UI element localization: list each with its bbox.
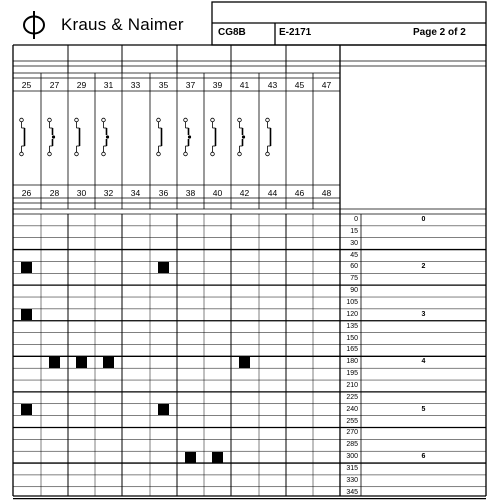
contact-symbol-icon (20, 118, 25, 156)
terminal-label-top: 37 (185, 80, 196, 90)
terminal-label-bottom: 46 (294, 188, 305, 198)
terminal-label-bottom: 42 (239, 188, 250, 198)
angle-label: 345 (346, 488, 358, 496)
angle-label: 255 (346, 417, 358, 425)
terminal-label-top: 33 (130, 80, 141, 90)
contact-symbol-icon (157, 118, 162, 156)
terminal-label-top: 39 (212, 80, 223, 90)
terminal-label-bottom: 36 (158, 188, 169, 198)
terminal-label-top: 29 (76, 80, 87, 90)
angle-label: 120 (346, 310, 358, 318)
closed-contact-block (21, 404, 32, 415)
contact-symbol-icon (211, 118, 216, 156)
angle-label: 0 (354, 216, 358, 223)
angle-label: 270 (346, 429, 358, 437)
terminal-label-bottom: 48 (321, 188, 332, 198)
closed-contact-block (158, 262, 169, 273)
closed-contact-block (158, 404, 169, 415)
switch-position-label: 6 (421, 453, 426, 461)
model-number: CG8B (218, 27, 246, 38)
angle-label: 330 (346, 476, 358, 484)
terminal-label-top: 25 (21, 80, 32, 90)
terminal-label-top: 35 (158, 80, 169, 90)
angle-label: 300 (346, 453, 358, 461)
terminal-label-bottom: 44 (267, 188, 278, 198)
closed-contact-block (212, 452, 223, 463)
angle-label: 60 (350, 263, 358, 271)
switch-position-label: 2 (421, 263, 426, 271)
terminal-label-bottom: 30 (76, 188, 87, 198)
terminal-label-bottom: 34 (130, 188, 141, 198)
closed-contact-block (49, 357, 60, 368)
angle-label: 315 (346, 465, 358, 473)
angle-label: 285 (346, 441, 358, 449)
contact-symbol-icon (266, 118, 271, 156)
terminal-label-top: 45 (294, 80, 305, 90)
terminal-label-bottom: 26 (21, 188, 32, 198)
closed-contact-block (103, 357, 114, 368)
closed-contact-block (21, 262, 32, 273)
angle-label: 210 (346, 382, 358, 390)
angle-label: 15 (350, 227, 358, 235)
terminal-label-top: 43 (267, 80, 278, 90)
terminal-label-top: 27 (49, 80, 60, 90)
switch-position-label: 4 (421, 358, 426, 366)
contact-symbol-icon (75, 118, 80, 156)
contact-symbol-icon (102, 118, 109, 156)
angle-label: 195 (346, 370, 358, 378)
angle-label: 240 (346, 405, 358, 413)
diagram-code: E-2171 (279, 27, 312, 38)
switch-position-label: 3 (421, 310, 426, 318)
angle-label: 105 (346, 299, 358, 307)
angle-label: 30 (350, 239, 358, 247)
angle-label: 135 (346, 322, 358, 330)
switch-position-label: 0 (421, 216, 426, 223)
angle-label: 75 (350, 275, 358, 283)
angle-label: 180 (346, 358, 358, 366)
contact-symbol-icon (48, 118, 55, 156)
brand-name: Kraus & Naimer (61, 15, 184, 34)
closed-contact-block (76, 357, 87, 368)
terminal-label-top: 41 (239, 80, 250, 90)
closed-contact-block (185, 452, 196, 463)
terminal-label-bottom: 40 (212, 188, 223, 198)
terminal-label-bottom: 32 (103, 188, 114, 198)
contact-symbol-icon (238, 118, 245, 156)
closed-contact-block (239, 357, 250, 368)
switch-position-label: 5 (421, 405, 426, 413)
terminal-label-bottom: 38 (185, 188, 196, 198)
angle-label: 45 (350, 251, 358, 259)
angle-label: 165 (346, 346, 358, 354)
terminal-label-top: 47 (321, 80, 332, 90)
angle-label: 150 (346, 334, 358, 342)
angle-label: 90 (350, 287, 358, 295)
terminal-label-bottom: 28 (49, 188, 60, 198)
contact-symbol-icon (184, 118, 191, 156)
page-indicator: Page 2 of 2 (413, 27, 466, 38)
terminal-label-top: 31 (103, 80, 114, 90)
angle-label: 225 (346, 393, 358, 401)
closed-contact-block (21, 309, 32, 320)
